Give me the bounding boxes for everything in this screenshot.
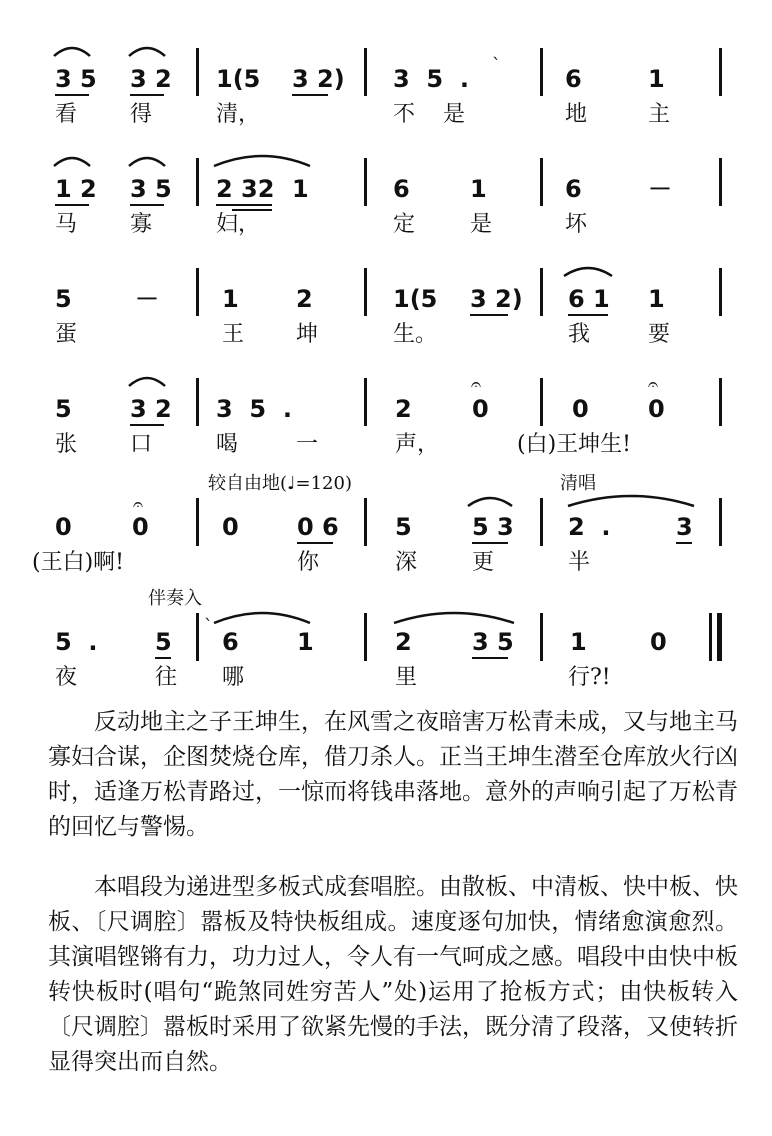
score-row-1: [0, 40, 772, 130]
lyric: 主: [648, 102, 671, 127]
lyric: 蛋: [55, 322, 78, 347]
fermata-mark: 𝄐: [471, 374, 482, 395]
note: 3 5: [472, 628, 514, 656]
lyric: 行?!: [568, 665, 611, 690]
lyric: 定: [393, 212, 416, 237]
commentary-paragraph-2: [48, 870, 738, 1100]
commentary-paragraph-1: [48, 705, 738, 845]
lyric: 里: [395, 665, 418, 690]
underline: [472, 657, 508, 659]
bar-line: [719, 378, 722, 426]
lyric: 声，: [395, 432, 440, 457]
note: 6: [222, 628, 239, 656]
slur-arc: [212, 152, 312, 168]
note: 0: [648, 395, 665, 423]
paragraph-text: 反动地主之子王坤生，在风雪之夜暗害万松青未成，又与地主马寡妇合谋，企图焚烧仓库，借刀杀人。正当王坤生潜至仓库放火行凶时，适逢万松青路过，一惊而将钱串落地。意外的声响引起了万松青的回忆与警惕。: [48, 709, 738, 840]
note: 3 5: [130, 175, 172, 203]
lyric: 我: [568, 322, 591, 347]
note: 2: [395, 395, 412, 423]
bar-line: [540, 158, 543, 206]
lyric: 半: [568, 550, 591, 575]
lyric: 地: [565, 102, 588, 127]
bar-line: [540, 48, 543, 96]
bar-line: [364, 378, 367, 426]
note: 0: [572, 395, 589, 423]
fermata-mark: 𝄐: [648, 374, 659, 395]
fermata-mark: 𝄐: [133, 494, 144, 515]
note: 2 .: [568, 513, 611, 541]
bar-line: [540, 498, 543, 546]
note: 5: [55, 285, 72, 313]
note: －: [135, 285, 159, 313]
note: 1: [292, 175, 309, 203]
note: 1(5: [216, 65, 261, 93]
lyric: 妇，: [216, 212, 261, 237]
underline: [216, 204, 272, 206]
lyric: 是: [470, 212, 493, 237]
underline: [470, 314, 508, 316]
slur-arc: [212, 609, 312, 625]
note: 6: [565, 175, 582, 203]
underline: [676, 542, 692, 544]
note: 3 5 .: [393, 65, 469, 93]
slur-arc: [127, 44, 167, 58]
tempo-marking: 较自由地(♩=120): [208, 473, 352, 494]
lyric: 深: [395, 550, 418, 575]
bar-line: [364, 498, 367, 546]
bar-line: [196, 158, 199, 206]
final-bar-line: [717, 613, 722, 661]
lyric: 马: [55, 212, 78, 237]
lyric: (王白)啊!: [32, 550, 125, 575]
bar-line: [709, 613, 712, 661]
underline: [155, 657, 171, 659]
bar-line: [364, 613, 367, 661]
lyric: 寡: [130, 212, 153, 237]
slur-arc: [127, 154, 167, 168]
bar-line: [540, 613, 543, 661]
bar-line: [719, 498, 722, 546]
score-row-4: [0, 370, 772, 460]
note: 3 2): [470, 285, 523, 313]
slur-arc: [52, 154, 92, 168]
underline: [130, 424, 164, 426]
slur-arc: [566, 492, 696, 508]
lyric: 喝: [216, 432, 239, 457]
note: 5: [55, 395, 72, 423]
note: 0 6: [297, 513, 339, 541]
note: 2: [395, 628, 412, 656]
bar-line: [719, 48, 722, 96]
note: 3 2: [130, 395, 172, 423]
note: 1: [648, 285, 665, 313]
underline: [297, 542, 333, 544]
note: 3 5 .: [216, 395, 292, 423]
note: 6 1: [568, 285, 610, 313]
underline: [130, 94, 164, 96]
lyric: 你: [297, 550, 320, 575]
lyric: 张: [55, 432, 78, 457]
expression-marking: 伴奏入: [148, 588, 202, 609]
lyric: 清，: [216, 102, 261, 127]
note: 5: [155, 628, 172, 656]
lyric: 不: [393, 102, 416, 127]
note: 6: [393, 175, 410, 203]
note: 6: [565, 65, 582, 93]
note: 1: [570, 628, 587, 656]
breath-mark: `: [492, 55, 501, 76]
slur-arc: [562, 264, 614, 278]
lyric: (白)王坤生!: [517, 432, 632, 457]
note: 5 .: [55, 628, 98, 656]
note: 0: [222, 513, 239, 541]
note: 1: [222, 285, 239, 313]
note: 3 2): [292, 65, 345, 93]
note: 3 5: [55, 65, 97, 93]
lyric: 一: [296, 432, 319, 457]
note: 5 3: [472, 513, 514, 541]
note: 1 2: [55, 175, 97, 203]
underline: [472, 542, 508, 544]
slur-arc: [127, 374, 167, 388]
lyric: 得: [130, 102, 153, 127]
bar-line: [196, 613, 199, 661]
lyric: 王: [222, 322, 245, 347]
note: 0: [132, 513, 149, 541]
bar-line: [719, 268, 722, 316]
lyric: 更: [472, 550, 495, 575]
note: 2: [296, 285, 313, 313]
paragraph-text: 本唱段为递进型多板式成套唱腔。由散板、中清板、快中板、快板、〔尺调腔〕嚣板及特快板组成。速度逐句加快，情绪愈演愈烈。其演唱铿锵有力，功力过人，令人有一气呵成之感。唱段中由快中板转快板时(唱句“跪煞同姓穷苦人”处)运用了抢板方式；由快板转入〔尺调腔〕嚣板时采用了欲紧先慢的手法，既分清了段落，又使转折显得突出而自然。: [48, 874, 738, 1075]
score-row-3: [0, 260, 772, 350]
underline: [55, 204, 89, 206]
note: 1: [470, 175, 487, 203]
underline: [232, 209, 272, 211]
bar-line: [719, 158, 722, 206]
underline: [55, 94, 89, 96]
bar-line: [364, 158, 367, 206]
slur-arc: [392, 609, 516, 625]
note: 5: [395, 513, 412, 541]
lyric: 夜: [55, 665, 78, 690]
note: 1: [297, 628, 314, 656]
score-row-5: [0, 470, 772, 575]
note: 0: [650, 628, 667, 656]
bar-line: [364, 268, 367, 316]
lyric: 生。: [393, 322, 438, 347]
note: 0: [472, 395, 489, 423]
lyric: 哪: [222, 665, 245, 690]
breath-mark: `: [204, 616, 213, 637]
lyric: 坏: [565, 212, 588, 237]
bar-line: [540, 268, 543, 316]
lyric: 坤: [296, 322, 319, 347]
bar-line: [196, 268, 199, 316]
bar-line: [364, 48, 367, 96]
note: 2 32: [216, 175, 275, 203]
note: －: [648, 175, 672, 203]
slur-arc: [52, 44, 92, 58]
note: 3: [676, 513, 693, 541]
lyric: 往: [155, 665, 178, 690]
bar-line: [196, 498, 199, 546]
lyric: 是: [443, 102, 466, 127]
expression-marking: 清唱: [560, 473, 596, 494]
bar-line: [540, 378, 543, 426]
lyric: 要: [648, 322, 671, 347]
note: 3 2: [130, 65, 172, 93]
underline: [130, 204, 164, 206]
bar-line: [196, 48, 199, 96]
note: 1(5: [393, 285, 438, 313]
underline: [292, 94, 328, 96]
score-row-6: [0, 585, 772, 695]
slur-arc: [466, 494, 514, 508]
note: 1: [648, 65, 665, 93]
note: 0: [55, 513, 72, 541]
lyric: 看: [55, 102, 78, 127]
score-row-2: [0, 150, 772, 240]
lyric: 口: [130, 432, 153, 457]
underline: [568, 314, 608, 316]
bar-line: [196, 378, 199, 426]
